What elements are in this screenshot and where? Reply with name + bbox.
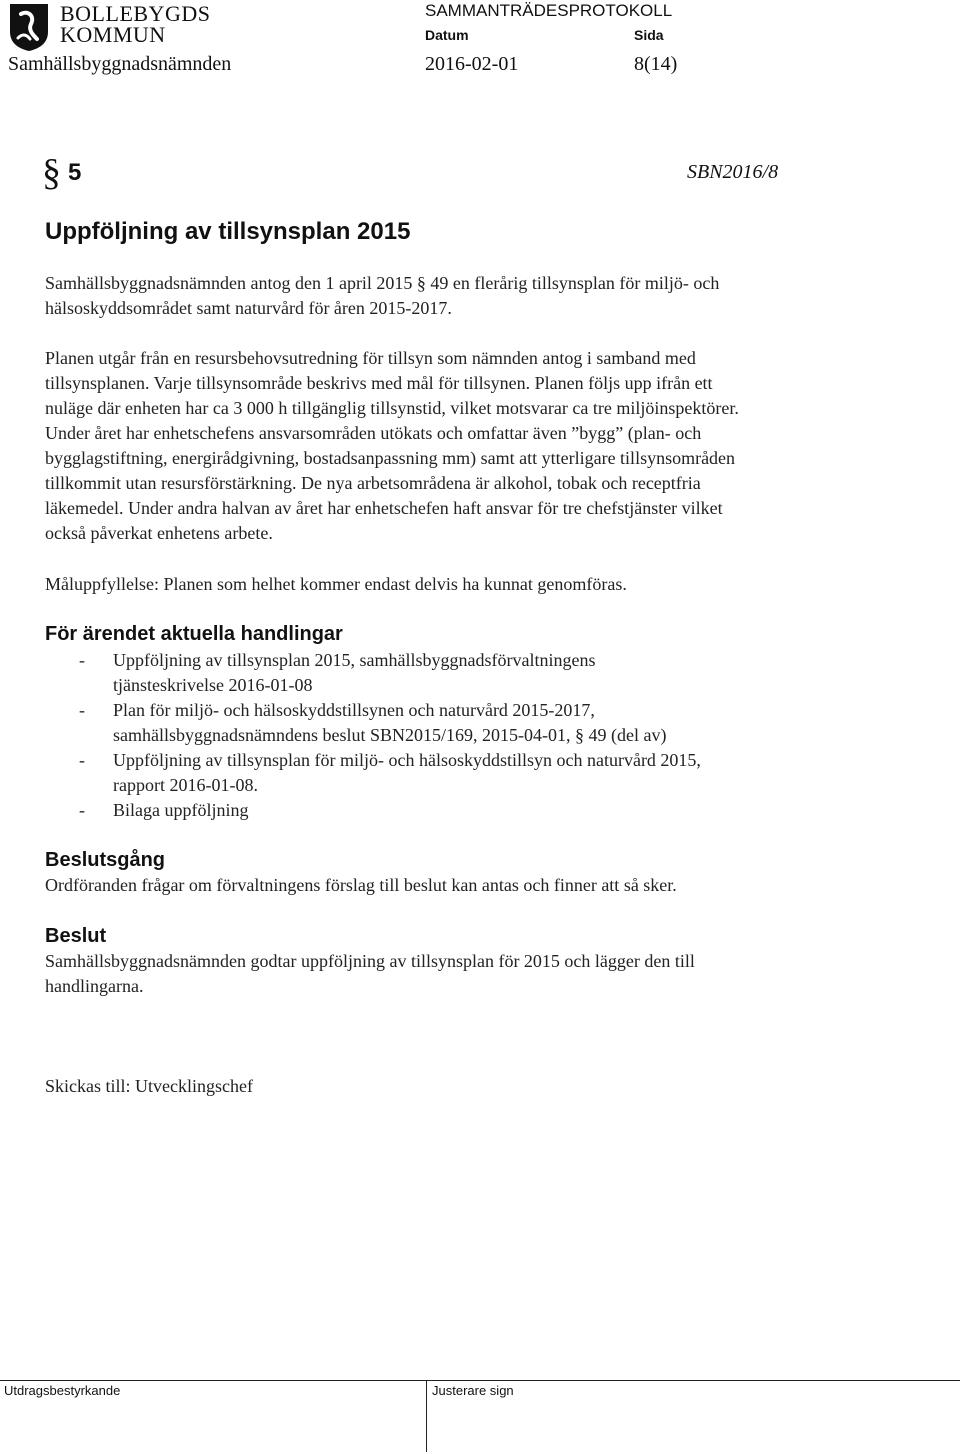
logo-text-line2: KOMMUN: [60, 22, 166, 47]
text-line: Ordföranden frågar om förvaltningens förslag till beslut kan antas och finner att så sker.: [45, 875, 677, 895]
intro-paragraph: [45, 271, 945, 321]
item-title: Uppföljning av tillsynsplan 2015: [45, 218, 411, 245]
list-bullet: -: [79, 800, 85, 820]
date-label: Datum: [425, 27, 469, 43]
list-item: [45, 698, 945, 748]
municipality-crest-icon: [8, 2, 50, 52]
text-line: Skickas till: Utvecklingschef: [45, 1076, 253, 1096]
list-item: [45, 748, 945, 798]
text-line: läkemedel. Under andra halvan av året har enhetschefen haft ansvar för tre chefstjänster vilket: [45, 498, 723, 518]
extract-certification-label: Utdragsbestyrkande: [4, 1383, 121, 1398]
case-number: SBN2016/8: [687, 161, 779, 183]
text-line: Planen utgår från en resursbehovsutredning för tillsyn som nämnden antog i samband med: [45, 348, 696, 368]
procedure-text: [45, 873, 945, 898]
footer-divider: [426, 1380, 427, 1452]
text-line: Bilaga uppföljning: [113, 800, 249, 820]
text-line: Måluppfyllelse: Planen som helhet kommer endast delvis ha kunnat genomföras.: [45, 574, 627, 594]
footer-rule: [0, 1380, 960, 1381]
text-line: nuläge där enheten har ca 3 000 h tillgänglig tillsynstid, vilket motsvarar ca tre miljöinspektörer.: [45, 398, 739, 418]
page-label: Sida: [634, 27, 664, 43]
goal-fulfillment: [45, 572, 945, 597]
text-line: tillsynsplanen. Varje tillsynsområde beskrivs med mål för tillsynen. Planen följs upp ifrån ett: [45, 373, 713, 393]
text-line: Samhällsbyggnadsnämnden antog den 1 april 2015 § 49 en flerårig tillsynsplan för miljö- och: [45, 273, 720, 293]
text-line: Plan för miljö- och hälsoskyddstillsynen och naturvård 2015-2017,: [113, 700, 595, 720]
list-item: [45, 798, 945, 823]
decision-text: [45, 949, 945, 999]
page-number: 8(14): [634, 53, 678, 75]
document-type: SAMMANTRÄDESPROTOKOLL: [425, 1, 673, 20]
procedure-heading: Beslutsgång: [45, 849, 166, 871]
decision-heading: Beslut: [45, 925, 107, 947]
paragraph-number: 5: [68, 159, 82, 186]
text-line: tillkommit utan resursförstärkning. De nya arbetsområdena är alkohol, tobak och receptfria: [45, 473, 701, 493]
text-line: tjänsteskrivelse 2016-01-08: [113, 675, 313, 695]
list-item: [45, 648, 945, 698]
list-bullet: -: [79, 650, 85, 670]
list-bullet: -: [79, 700, 85, 720]
meeting-date: 2016-02-01: [425, 53, 519, 75]
logo-text-line1: BOLLEBYGDS: [60, 1, 211, 26]
text-line: bygglagstiftning, energirådgivning, bostadsanpassning mm) samt att ytterligare tillsynsområden: [45, 448, 736, 468]
documents-heading: För ärendet aktuella handlingar: [45, 623, 343, 645]
text-line: Uppföljning av tillsynsplan 2015, samhällsbyggnadsförvaltningens: [113, 650, 596, 670]
body-paragraph: [45, 346, 945, 546]
sent-to: [45, 1074, 945, 1099]
text-line: också påverkat enhetens arbete.: [45, 523, 273, 543]
documents-list: [45, 648, 945, 823]
text-line: rapport 2016-01-08.: [113, 775, 258, 795]
adjuster-signature-label: Justerare sign: [432, 1383, 514, 1398]
text-line: Samhällsbyggnadsnämnden godtar uppföljning av tillsynsplan för 2015 och lägger den till: [45, 951, 695, 971]
organization-name: Samhällsbyggnadsnämnden: [8, 53, 232, 75]
list-bullet: -: [79, 750, 85, 770]
text-line: samhällsbyggnadsnämndens beslut SBN2015/169, 2015-04-01, § 49 (del av): [113, 725, 667, 745]
text-line: Uppföljning av tillsynsplan för miljö- och hälsoskyddstillsyn och naturvård 2015,: [113, 750, 701, 770]
text-line: hälsoskyddsområdet samt naturvård för åren 2015-2017.: [45, 298, 452, 318]
text-line: Under året har enhetschefens ansvarsområden utökats och omfattar även ”bygg” (plan- och: [45, 423, 702, 443]
paragraph-symbol: §: [42, 152, 61, 194]
text-line: handlingarna.: [45, 976, 144, 996]
